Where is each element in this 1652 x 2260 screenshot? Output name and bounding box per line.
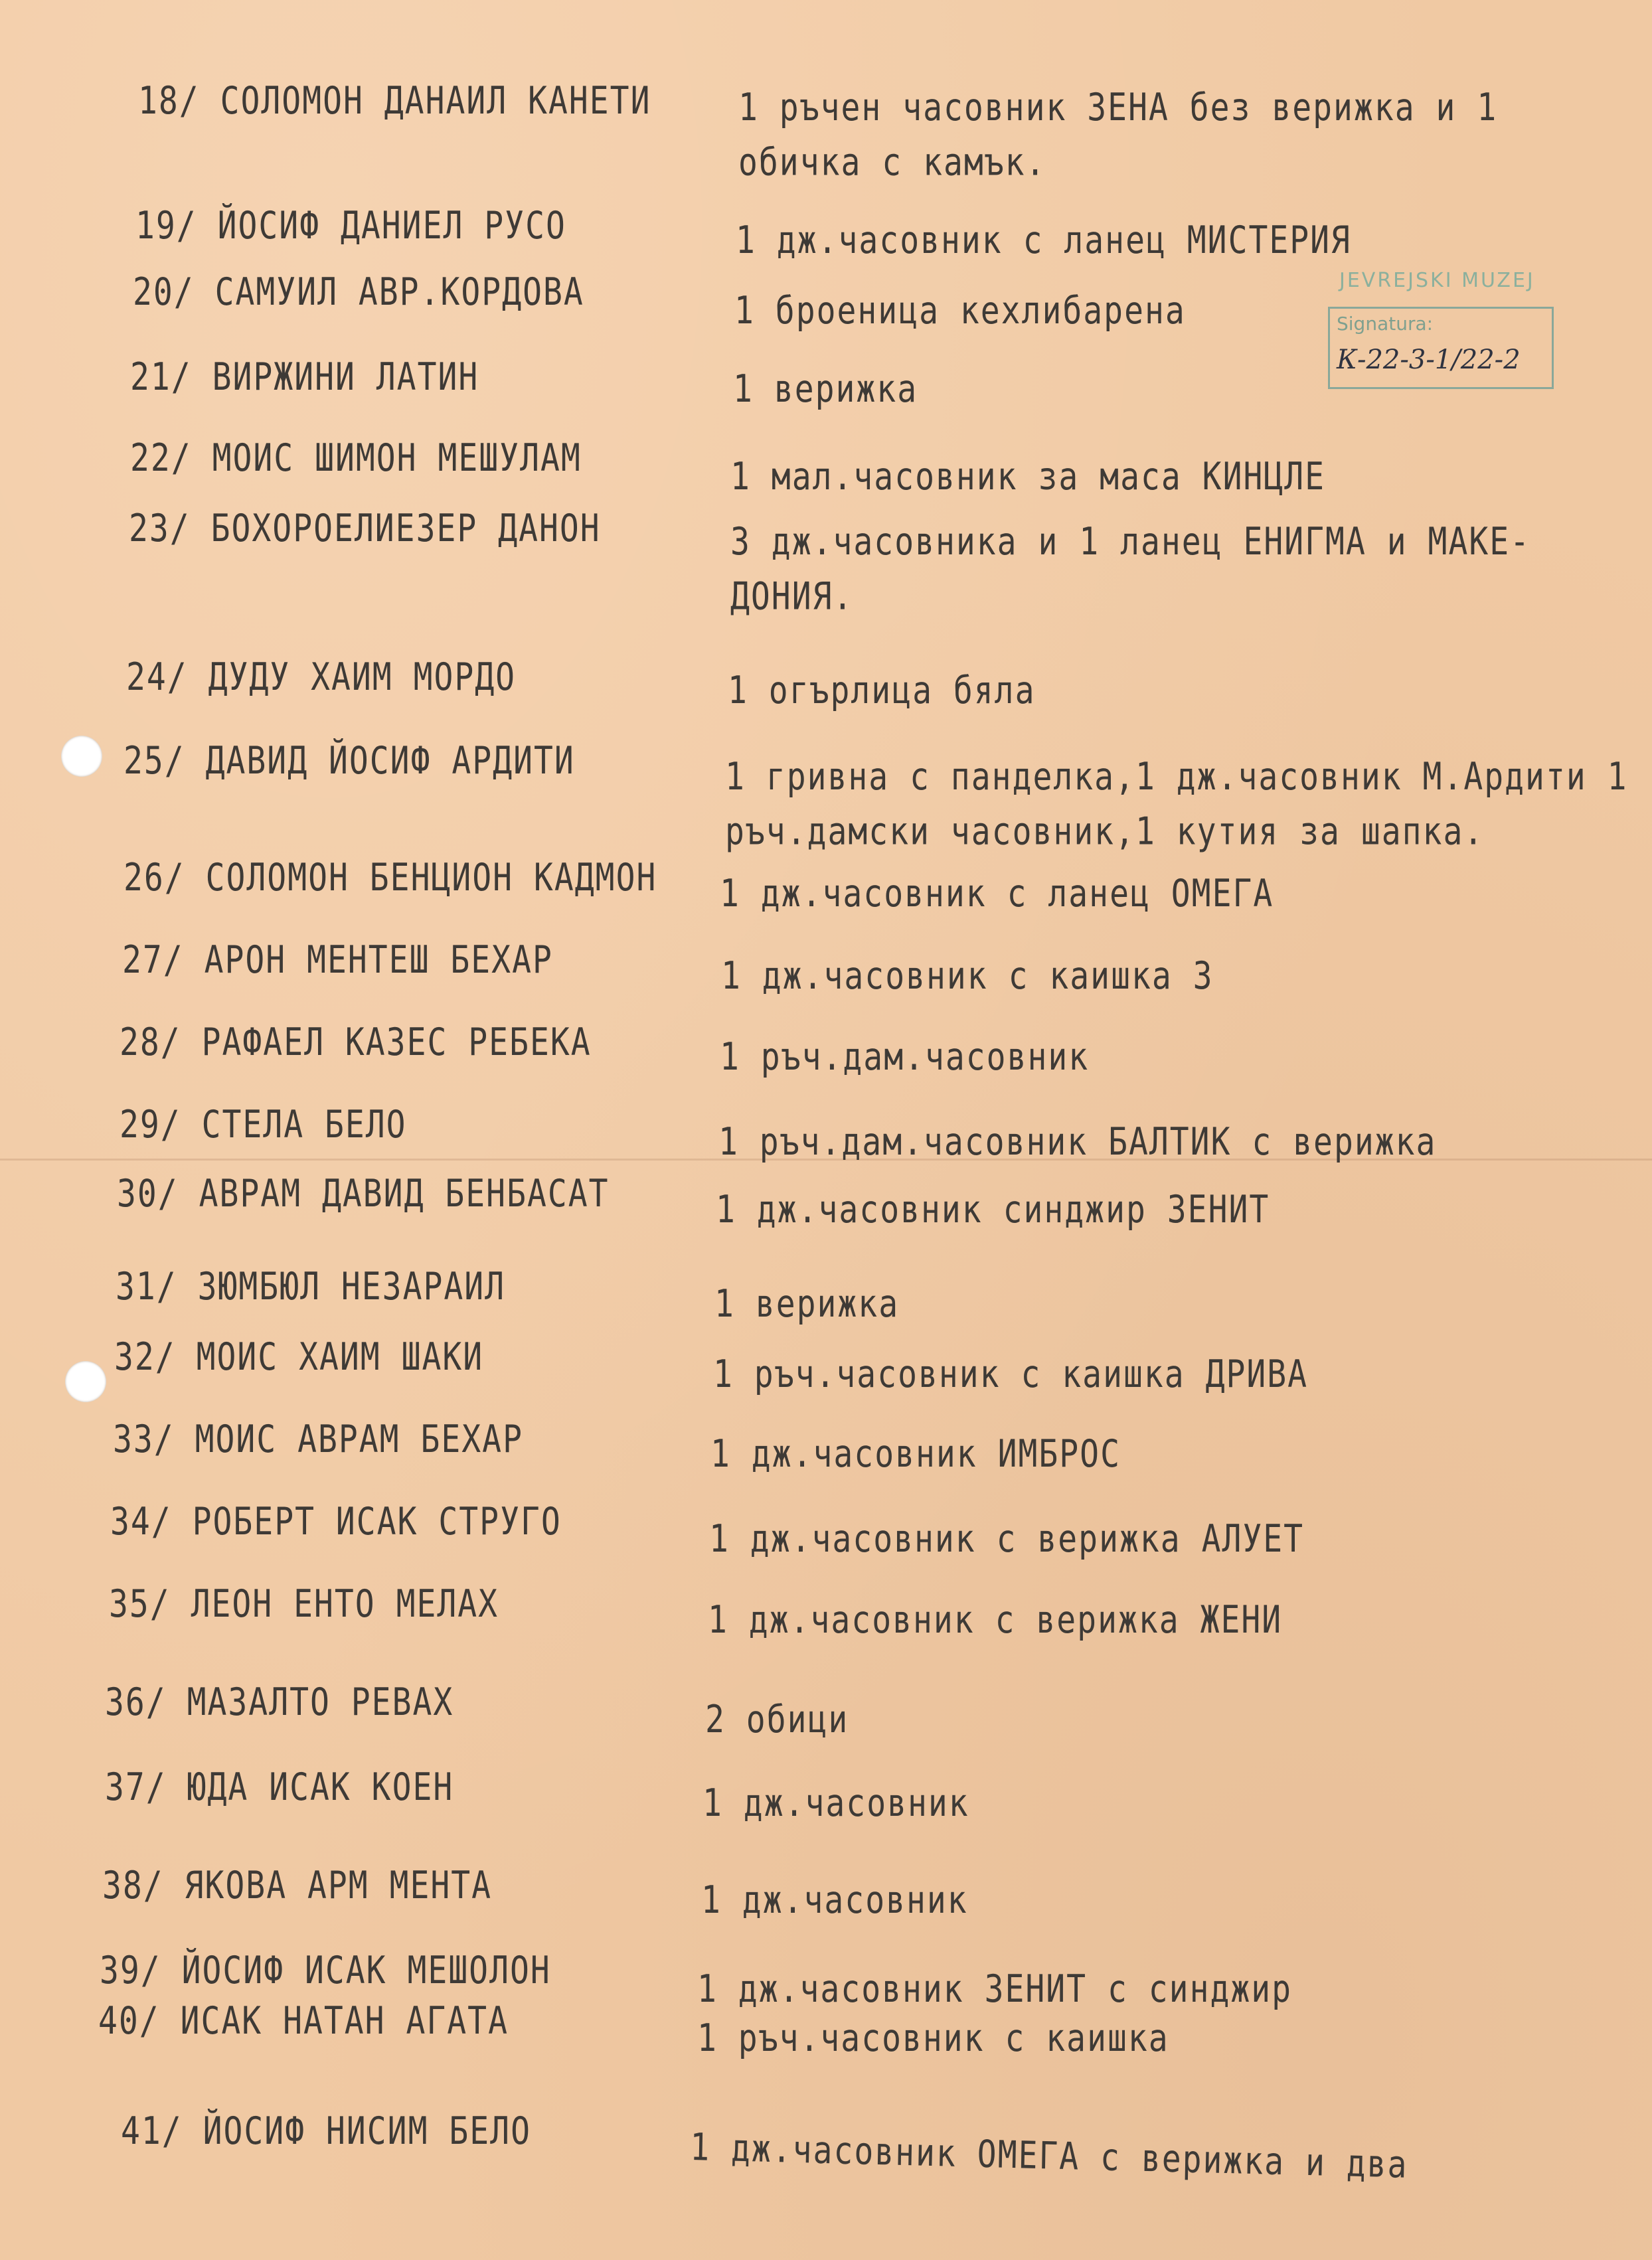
entry-description: 1 дж.часовник синджир ЗЕНИТ <box>716 1188 1270 1232</box>
entry-description: 1 мал.часовник за маса КИНЦЛЕ <box>730 455 1326 499</box>
entry-description: 1 ръчен часовник ЗЕНА без верижка и 1 обичка с камък. <box>738 86 1498 185</box>
entry-description: 1 верижка <box>733 367 918 412</box>
entry-name: 20/ САМУИЛ АВР.КОРДОВА <box>133 270 584 315</box>
entry-name: 23/ БОХОРОЕЛИЕЗЕР ДАНОН <box>129 507 601 551</box>
entry-description: 1 дж.часовник ЗЕНИТ с синджир <box>697 1967 1293 2012</box>
entry-name: 19/ ЙОСИФ ДАНИЕЛ РУСО <box>135 204 566 248</box>
entry-description: 1 дж.часовник <box>702 1781 969 1826</box>
entry-description: 1 дж.часовник с верижка АЛУЕТ <box>709 1517 1305 1562</box>
entry-description: 2 обици <box>705 1698 849 1742</box>
entry-name: 27/ АРОН МЕНТЕШ БЕХАР <box>122 938 553 983</box>
stamp-label: Signatura: <box>1337 313 1434 335</box>
entry-name: 32/ МОИС ХАИМ ШАКИ <box>114 1335 484 1380</box>
entry-description: 1 дж.часовник ИМБРОС <box>710 1432 1121 1477</box>
entry-description: 1 дж.часовник с верижка ЖЕНИ <box>708 1598 1283 1643</box>
entry-name: 24/ ДУДУ ХАИМ МОРДО <box>126 655 517 700</box>
entry-name: 18/ СОЛОМОН ДАНАИЛ КАНЕТИ <box>138 79 651 123</box>
entry-name: 34/ РОБЕРТ ИСАК СТРУГО <box>110 1500 562 1544</box>
entry-description: 1 ръч.часовник с каишка <box>697 2016 1169 2061</box>
entry-name: 40/ ИСАК НАТАН АГАТА <box>98 1999 509 2044</box>
entry-name: 22/ МОИС ШИМОН МЕШУЛАМ <box>130 436 582 481</box>
entry-description: 1 дж.часовник с каишка З <box>721 954 1214 999</box>
entry-description: 1 ръч.дам.часовник <box>720 1035 1090 1080</box>
entry-description: 1 ръч.часовник с каишка ДРИВА <box>713 1352 1309 1397</box>
entry-description: 3 дж.часовника и 1 ланец ЕНИГМА и МАКЕ-ДОНИЯ. <box>730 520 1531 619</box>
entry-description: 1 дж.часовник с ланец МИСТЕРИЯ <box>736 218 1351 263</box>
entry-name: 28/ РАФАЕЛ КАЗЕС РЕБЕКА <box>120 1020 592 1065</box>
entry-name: 37/ ЮДА ИСАК КОЕН <box>105 1765 454 1810</box>
entry-name: 26/ СОЛОМОН БЕНЦИОН КАДМОН <box>124 856 657 900</box>
stamp-signature: К-22-3-1/22-2 <box>1337 345 1521 375</box>
entry-description: 1 дж.часовник ОМЕГА с верижка и два <box>689 2125 1409 2187</box>
entry-description: 1 ръч.дам.часовник БАЛТИК с верижка <box>718 1120 1437 1165</box>
stamp-title: JEVREJSKI MUZEJ <box>1339 269 1535 292</box>
entry-name: 31/ ЗЮМБЮЛ НЕЗАРАИЛ <box>116 1265 506 1309</box>
archive-stamp <box>1328 269 1554 389</box>
entry-name: 35/ ЛЕОН ЕНТО МЕЛАХ <box>109 1582 499 1627</box>
entry-name: 21/ ВИРЖИНИ ЛАТИН <box>130 355 479 400</box>
entry-description: 1 броеница кехлибарена <box>734 289 1186 333</box>
entry-name: 38/ ЯКОВА АРМ МЕНТА <box>102 1864 493 1908</box>
entry-name: 29/ СТЕЛА БЕЛО <box>120 1103 407 1147</box>
entry-name: 30/ АВРАМ ДАВИД БЕНБАСАТ <box>117 1172 610 1216</box>
entry-description: 1 верижка <box>714 1282 900 1327</box>
punch-hole-top <box>61 736 102 777</box>
entry-description: 1 гривна с панделка,1 дж.часовник М.Ардити 1 ръч.дамски часовник,1 кутия за шапка. <box>725 755 1628 854</box>
entry-name: 25/ ДАВИД ЙОСИФ АРДИТИ <box>124 739 575 783</box>
entry-name: 39/ ЙОСИФ ИСАК МЕШОЛОН <box>100 1949 551 1993</box>
entry-description: 1 дж.часовник с ланец ОМЕГА <box>720 872 1274 916</box>
entry-name: 33/ МОИС АВРАМ БЕХАР <box>113 1417 523 1462</box>
entry-name: 36/ МАЗАЛТО РЕВАХ <box>105 1680 454 1725</box>
punch-hole-bottom <box>65 1361 106 1402</box>
entry-name: 41/ ЙОСИФ НИСИМ БЕЛО <box>121 2109 531 2154</box>
entry-description: 1 дж.часовник <box>701 1878 968 1923</box>
entry-description: 1 огърлица бяла <box>728 669 1036 713</box>
